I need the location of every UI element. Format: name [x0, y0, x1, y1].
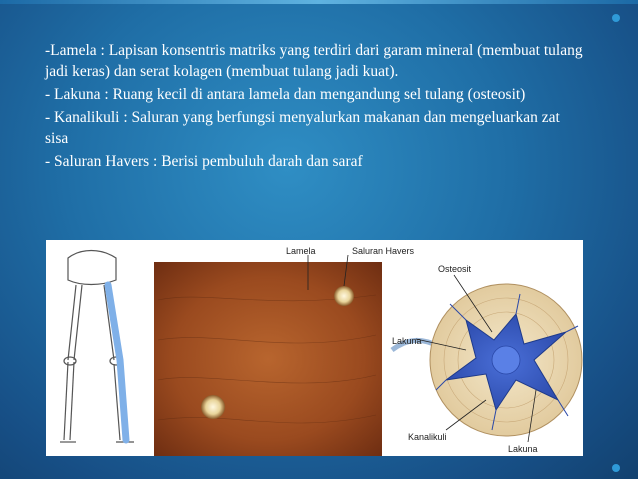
paragraph-saluran-havers: - Saluran Havers : Berisi pembuluh darah dan saraf: [45, 153, 363, 170]
label-kanalikuli: Kanalikuli: [408, 432, 447, 442]
label-lakuna-bottom: Lakuna: [508, 444, 538, 454]
label-lakuna: Lakuna: [392, 336, 422, 346]
slide-text: [45, 40, 585, 174]
top-accent-bar: [0, 0, 638, 4]
decor-dot: [612, 14, 620, 22]
label-saluran-havers: Saluran Havers: [352, 246, 415, 256]
label-lamela: Lamela: [286, 246, 316, 256]
paragraph-lamela: -Lamela : Lapisan konsentris matriks yang terdiri dari garam mineral (membuat tulang jadi keras) dan serat kolagen (membuat tulang jadi kuat).: [45, 42, 583, 80]
havers-canal-hole: [201, 395, 225, 419]
paragraph-lakuna: - Lakuna : Ruang kecil di antara lamela dan mengandung sel tulang (osteosit): [45, 86, 526, 103]
bone-diagram: [46, 240, 583, 456]
label-osteosit: Osteosit: [438, 264, 472, 274]
bone-tissue-figure: [46, 240, 583, 456]
havers-canal-hole: [334, 286, 354, 306]
decor-dot: [612, 464, 620, 472]
paragraph-kanalikuli: - Kanalikuli : Saluran yang berfungsi menyalurkan makanan dan mengeluarkan zat sisa: [45, 109, 560, 147]
